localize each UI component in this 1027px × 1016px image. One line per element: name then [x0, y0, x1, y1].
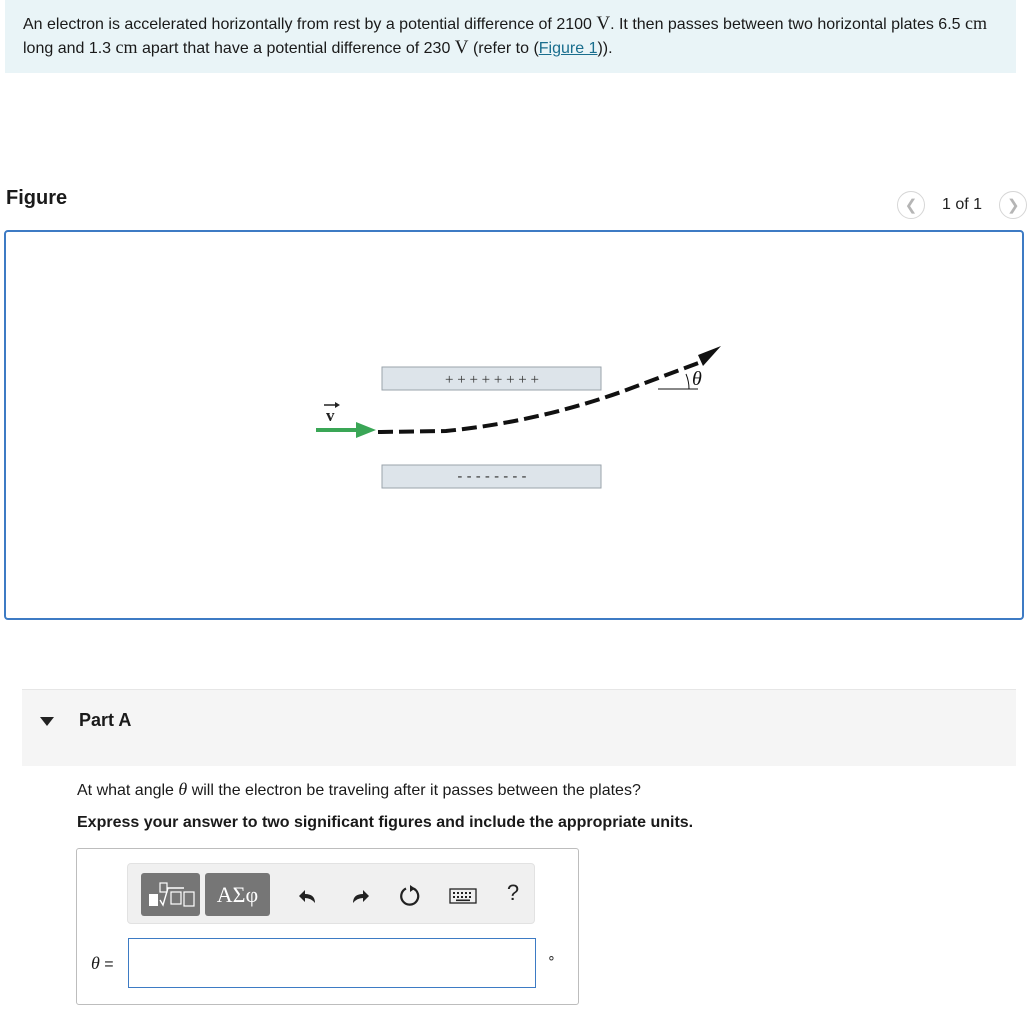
math-toolbar — [127, 863, 535, 924]
templates-icon — [146, 880, 196, 910]
reset-icon — [398, 884, 422, 908]
unit-volt-2: V — [454, 37, 469, 58]
problem-text-6: )). — [597, 40, 613, 57]
answer-input[interactable] — [128, 938, 536, 988]
bottom-plate-signs: - - - - - - - - — [457, 468, 527, 485]
undo-icon — [297, 886, 319, 906]
redo-button[interactable] — [348, 884, 372, 908]
figure-pager-count: 1 of 1 — [942, 196, 983, 213]
problem-text-5: (refer to ( — [468, 40, 539, 57]
figure-link[interactable]: Figure 1 — [538, 40, 598, 57]
unit-cm-2: cm — [115, 37, 138, 57]
part-label: Part A — [79, 710, 132, 730]
question-symbol: θ — [178, 779, 188, 799]
problem-statement — [5, 0, 1016, 73]
velocity-arrow-head — [356, 422, 376, 438]
help-button[interactable] — [501, 881, 525, 905]
answer-instruction: Express your answer to two significant figures and include the appropriate units. — [77, 814, 694, 831]
greek-symbols-icon: ΑΣφ — [216, 881, 259, 907]
question-post: will the electron be traveling after it passes between the plates? — [187, 782, 641, 799]
chevron-right-icon: ❯ — [1007, 197, 1020, 214]
collapse-caret-icon[interactable] — [40, 717, 54, 726]
templates-button[interactable] — [141, 873, 200, 916]
electron-deflection-diagram — [6, 232, 1022, 618]
part-a-header[interactable] — [22, 689, 1016, 766]
trajectory-arrow-head — [698, 346, 721, 366]
velocity-vector-head — [335, 402, 340, 408]
keyboard-button[interactable] — [448, 884, 478, 908]
problem-text-1: An electron is accelerated horizontally from rest by a potential difference of 2100 — [23, 16, 597, 33]
greek-symbols-button[interactable] — [205, 873, 270, 916]
top-plate-signs: + + + + + + + + — [445, 372, 539, 388]
redo-icon — [349, 886, 371, 906]
reset-button[interactable] — [398, 884, 422, 908]
figure-frame — [4, 230, 1024, 620]
problem-text-3: long and 1.3 — [23, 40, 116, 57]
angle-label: θ — [692, 368, 702, 390]
answer-variable-label — [91, 953, 114, 974]
question-pre: At what angle — [77, 782, 179, 799]
unit-cm-1: cm — [964, 13, 987, 33]
problem-text-2: . It then passes between two horizontal plates 6.5 — [610, 16, 965, 33]
chevron-left-icon: ❮ — [904, 197, 918, 214]
velocity-label: v — [326, 406, 335, 425]
answer-equals: = — [99, 956, 114, 973]
figure-title: Figure — [6, 187, 68, 209]
question-text — [77, 779, 641, 800]
unit-volt-1: V — [596, 13, 611, 34]
previous-figure-button[interactable] — [897, 191, 925, 219]
degree-unit: ∘ — [547, 949, 556, 965]
keyboard-icon — [449, 887, 477, 905]
angle-arc — [686, 374, 689, 389]
answer-variable: θ — [91, 953, 100, 973]
undo-button[interactable] — [296, 884, 320, 908]
answer-box — [76, 848, 579, 1005]
help-icon: ? — [506, 880, 520, 905]
problem-text-4: apart that have a potential difference of 230 — [137, 40, 455, 57]
next-figure-button[interactable] — [999, 191, 1027, 219]
